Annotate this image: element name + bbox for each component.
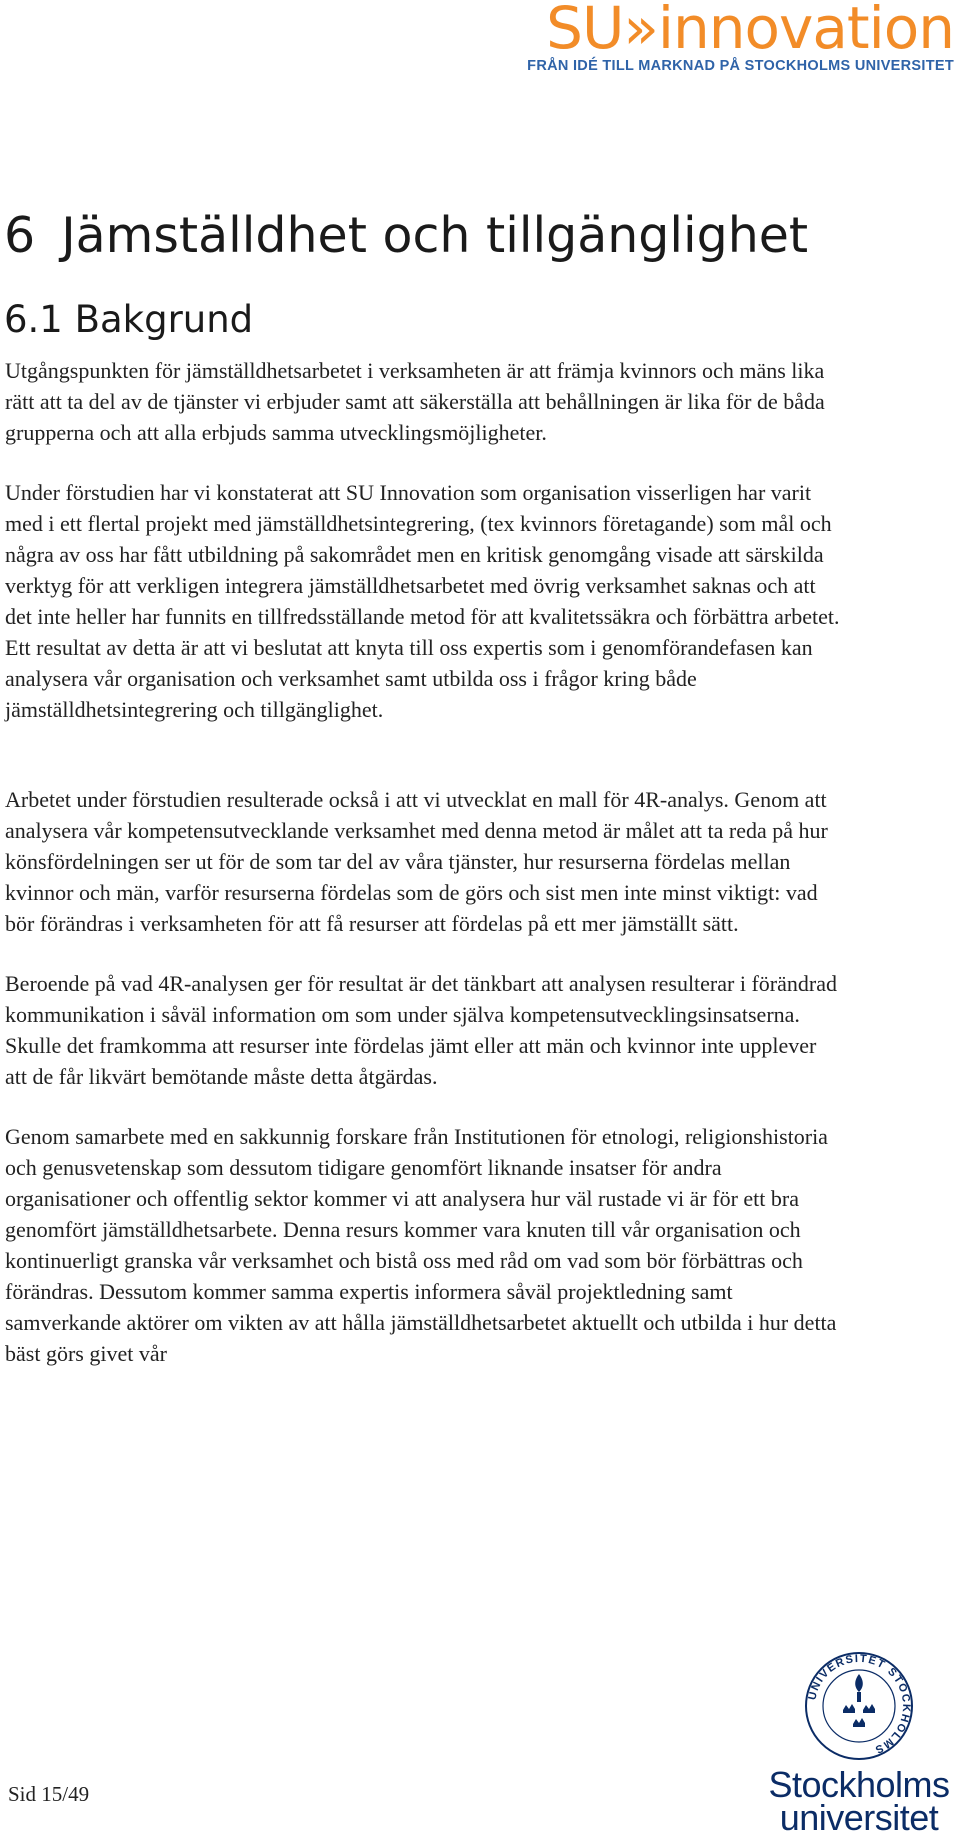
page-number: Sid 15/49 <box>8 1782 90 1806</box>
university-name: Stockholms universitet <box>768 1764 950 1838</box>
paragraph: Utgångspunkten för jämställdhetsarbetet i verksamheten är att främja kvinnors och mäns lika rätt att ta del av de tjänster vi erbjuder samt att säkerställa att behållningen är lika för de båda grupperna och att alla erbjuds samma utvecklingsmöjligheter. <box>5 358 825 445</box>
paragraph: Under förstudien har vi konstaterat att SU Innovation som organisation visserligen har varit med i ett flertal projekt med jämställdhetsintegrering, (tex kvinnors företagande) som mål och några av oss har fått utbildning på sakområdet men en kritisk genomgång visade att särskilda verktyg för att verkligen integrera jämställdhetsarbetet med övrig verksamhet saknas och att det inte heller har funnits en tillfredsställande metod för att kvalitetssäkra och förbättra arbetet. Ett resultat av detta är att vi beslutat att knyta till oss expertis som i genomförandefasen kan analysera vår organisation och verksamhet samt utbilda oss i frågor kring både jämställdhetsintegrering och tillgänglighet. <box>5 480 840 722</box>
svg-text:UNIVERSITET STOCKHOLMS: UNIVERSITET STOCKHOLMS <box>806 1652 913 1757</box>
chapter-number: 6 <box>4 207 36 264</box>
su-innovation-logo <box>514 0 954 74</box>
document-body <box>5 355 840 1369</box>
chapter-title: Jämställdhet och tillgänglighet <box>61 207 809 264</box>
paragraph: Genom samarbete med en sakkunnig forskare från Institutionen för etnologi, religionshistoria och genusvetenskap som dessutom tidigare genomfört liknande insatser för andra organisationer och offentlig sektor kommer vi att analysera hur väl rustade vi är för ett bra genomfört jämställdhetsarbete. Denna resurs kommer vara knuten till vår organisation och kontinuerligt granska vår verksamhet och bistå oss med råd om vad som bör förbättras och förändras. Dessutom kommer samma expertis informera såväl projektledning samt samverkande aktörer om vikten av att hålla jämställdhetsarbetet aktuellt och utbilda i hur detta bäst görs givet vår <box>5 1124 837 1366</box>
logo-tagline: FRÅN IDÉ TILL MARKNAD PÅ STOCKHOLMS UNIVERSITET <box>527 58 954 74</box>
university-seal-icon <box>803 1650 915 1762</box>
paragraph: Arbetet under förstudien resulterade också i att vi utvecklat en mall för 4R-analys. Genom att analysera vår kompetensutvecklande verksamhet med denna metod är målet att ta reda på hur könsfördelningen ser ut för de som tar del av våra tjänster, hur resurserna fördelas mellan kvinnor och män, varför resurserna fördelas som de görs och sist men inte minst viktigt: vad bör förändras i verksamheten för att få resurser att fördelas på ett mer jämställt sätt. <box>5 787 828 936</box>
stockholm-university-logo <box>763 1650 955 1838</box>
chapter-heading <box>4 206 808 266</box>
logo-wordmark: SU»innovation <box>546 0 954 62</box>
paragraph: Beroende på vad 4R-analysen ger för resultat är det tänkbart att analysen resulterar i förändrad kommunikation i såväl information om som under själva kompetensutvecklingsinsatserna. Skulle det framkomma att resurser inte fördelas jämt eller att män och kvinnor inte upplever att de får likvärt bemötande måste detta åtgärdas. <box>5 971 837 1089</box>
section-heading: 6.1 Bakgrund <box>4 298 254 341</box>
